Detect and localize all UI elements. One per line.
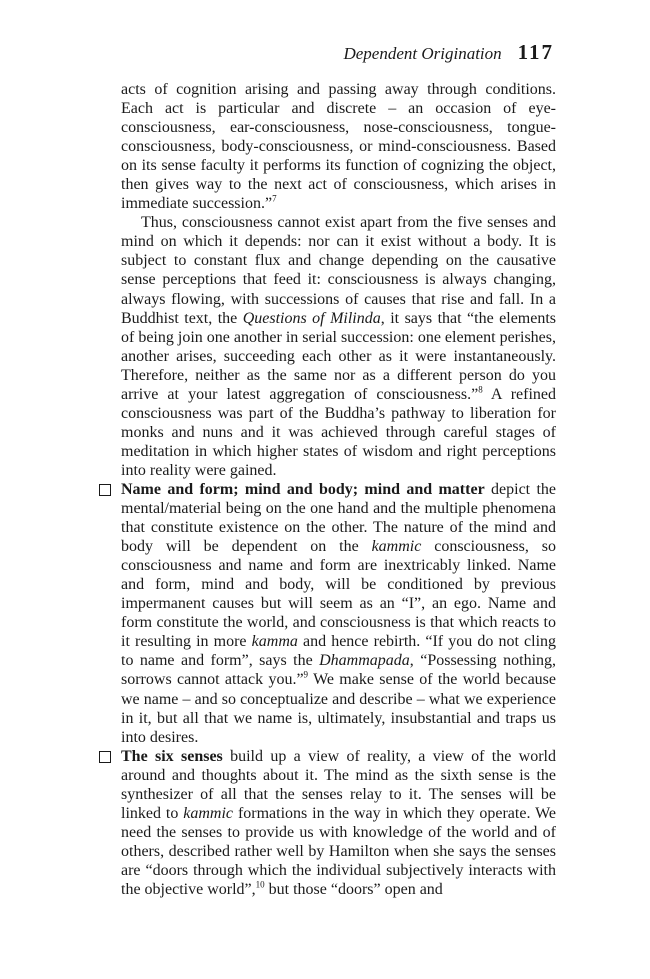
paragraph-text: formations in the way in which they operate. We need the senses to provide us with knowledge of the world and of others, described rather well by Hamilton when she says the senses are “doors through which the individual subjectively interacts with the objective world”, <box>121 804 556 898</box>
page-number: 117 <box>517 40 554 64</box>
paragraph-consciousness <box>121 213 556 480</box>
square-bullet-icon <box>99 484 111 496</box>
italic-term: kammic <box>183 804 234 822</box>
book-title-italic: Dhammapada <box>319 652 410 670</box>
footnote-ref-9: 9 <box>303 670 309 681</box>
paragraph-text: acts of cognition arising and passing away through conditions. Each act is particular and discrete – an occasion of eye-consciousness, ear-consciousness, nose-consciousness, tongue-consciousness, body-consciousness, or mind-consciousness. Based on its sense faculty it performs its function of cognizing the object, then gives way to the next act of consciousness, which arises in immediate succession.” <box>121 81 556 213</box>
paragraph-text: depict the mental/material being on the one hand and the multiple phenomena that constitute existence on the other. The nature of the mind and body will be dependent on the <box>121 480 556 556</box>
paragraph-text: We make sense of the world because we name – and so conceptualize and describe – what we experience in it, but all that we name is, ultimately, insubstantial and traps us into desires. <box>121 671 556 746</box>
paragraph-text: but those “doors” open and <box>264 880 443 898</box>
paragraph-text: consciousness, so consciousness and name and form are inextricably linked. Name and form, mind and body, will be conditioned by previous impermanent causes but will seem as an “I”, an ego. Name and form constitute the world, and consciousness is that which reacts to it resulting in more <box>121 538 556 651</box>
footnote-ref-10: 10 <box>255 879 265 890</box>
paragraph-text: , it says that “the elements of being join one another in serial succession: one element perishes, another arises, succeeding each other as it were instantaneously. Therefore, neither as the same nor as a different person do you arrive at your latest aggregation of consciousness.” <box>121 309 557 403</box>
paragraph-text: build up a view of reality, a view of the world around and thoughts about it. The mind as the sixth sense is the synthesizer of all that the senses relay to it. The senses will be linked to <box>121 747 557 822</box>
footnote-ref-8: 8 <box>478 384 483 395</box>
paragraph-text: A refined consciousness was part of the Buddha’s pathway to liberation for monks and nuns and it was achieved through careful stages of meditation in which higher states of wisdom and right perceptions into reality were gained. <box>121 385 556 479</box>
bullet-paragraph <box>121 480 556 747</box>
body-text <box>121 80 556 899</box>
square-bullet-icon <box>99 751 111 763</box>
paragraph-text: and hence rebirth. “If you do not cling to name and form”, says the <box>121 633 557 670</box>
running-header <box>343 40 554 64</box>
paragraph-text: Thus, consciousness cannot exist apart from the five senses and mind on which it depends: nor can it exist without a body. It is subject to constant flux and change depending on the causative sense perceptions that feed it: consciousness is always changing, always flowing, with successions of causes that rise and fall. In a Buddhist text, the <box>121 214 556 327</box>
bullet-paragraph <box>121 747 556 899</box>
bullet-heading: The six senses <box>121 747 223 765</box>
italic-term: kamma <box>251 633 298 651</box>
bullet-item-name-and-form <box>121 480 556 747</box>
paragraph-text: , “Possessing nothing, sorrows cannot attack you.” <box>121 652 557 689</box>
running-title: Dependent Origination <box>343 44 502 63</box>
paragraph-continued <box>121 80 556 213</box>
footnote-ref-7: 7 <box>272 193 277 204</box>
bullet-heading: Name and form; mind and body; mind and matter <box>121 480 485 498</box>
italic-term: kammic <box>371 538 422 556</box>
book-title-italic: Questions of Milinda <box>242 309 381 327</box>
bullet-item-six-senses <box>121 747 556 899</box>
